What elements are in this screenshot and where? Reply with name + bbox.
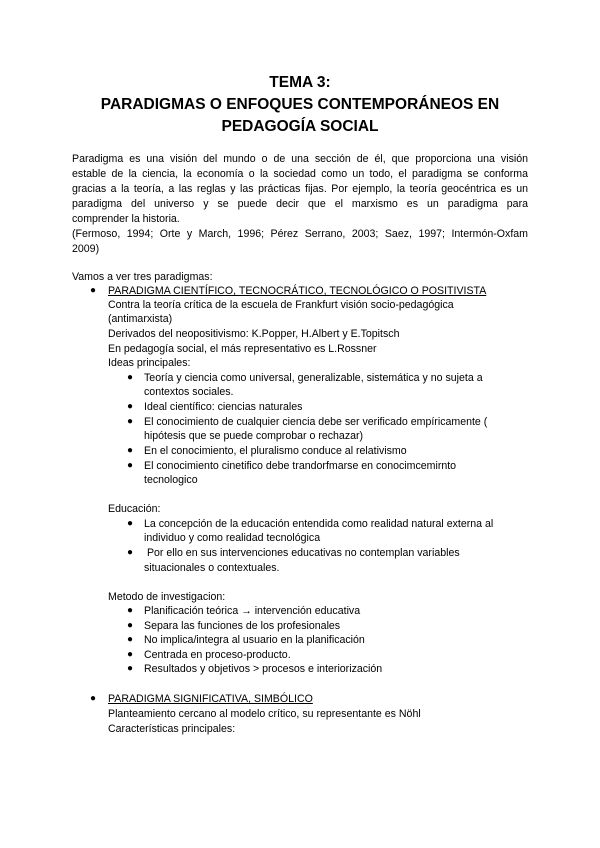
method-item: Planificación teórica → intervención educativa [144, 605, 361, 617]
bullet-icon: ● [127, 634, 134, 645]
document-title-line-2: PARADIGMAS O ENFOQUES CONTEMPORÁNEOS EN [100, 96, 500, 113]
lead-text: Vamos a ver tres paradigmas: [72, 271, 213, 283]
paradigm2-line: Características principales: [108, 723, 236, 735]
education-item: Por ello en sus intervenciones educativas no contemplan variables [144, 547, 460, 559]
idea-item-cont: hipótesis que se puede comprobar o rechazar) [144, 430, 364, 442]
bullet-icon: ● [127, 547, 134, 558]
bullet-icon: ● [127, 416, 134, 427]
education-label: Educación: [108, 503, 161, 515]
citation-line: (Fermoso, 1994; Orte y March, 1996; Pérez Serrano, 2003; Saez, 1997; Intermón-Oxfam [72, 228, 528, 240]
paradigm1-line: Ideas principales: [108, 357, 191, 369]
intro-line: gracias a la teoría, a las reglas y las prácticas fijas. Por ejemplo, la teoría geocéntrica es un [72, 183, 528, 195]
idea-item: En el conocimiento, el pluralismo conduce al relativismo [144, 445, 407, 457]
intro-line: paradigma del universo y se puede decir que el marxismo es un paradigma para [72, 198, 528, 210]
intro-line: estable de la ciencia, la economía o la sociedad como un todo, el paradigma se conforma [72, 168, 528, 180]
paradigm1-line: (antimarxista) [108, 313, 173, 325]
bullet-icon: ● [127, 605, 134, 616]
bullet-icon: ● [90, 693, 97, 704]
method-item: Separa las funciones de los profesionales [144, 620, 341, 632]
idea-item: El conocimiento de cualquier ciencia debe ser verificado empíricamente ( [144, 416, 488, 428]
bullet-icon: ● [127, 649, 134, 660]
intro-line: comprender la historia. [72, 213, 180, 225]
method-item: Centrada en proceso-producto. [144, 649, 291, 661]
idea-item: Teoría y ciencia como universal, generalizable, sistemática y no sujeta a [144, 372, 483, 384]
paradigm1-line: Contra la teoría crítica de la escuela de Frankfurt visión socio-pedagógica [108, 299, 454, 311]
document-title-line-1: TEMA 3: [269, 74, 331, 91]
bullet-icon: ● [127, 372, 134, 383]
bullet-icon: ● [127, 620, 134, 631]
intro-line: Paradigma es una visión del mundo o de una sección de él, que proporciona una visión [72, 153, 528, 165]
bullet-icon: ● [127, 663, 134, 674]
bullet-icon: ● [90, 285, 97, 296]
paradigm1-heading: PARADIGMA CIENTÍFICO, TECNOCRÁTICO, TECNOLÓGICO O POSITIVISTA [108, 285, 487, 297]
idea-item: El conocimiento cinetifico debe trandorfmarse en conocimcemirnto [144, 460, 457, 472]
education-item-cont: individuo y como realidad tecnológica [144, 532, 321, 544]
bullet-icon: ● [127, 445, 134, 456]
bullet-icon: ● [127, 401, 134, 412]
method-item: No implica/integra al usuario en la planificación [144, 634, 365, 646]
document-title-line-3: PEDAGOGÍA SOCIAL [221, 118, 379, 135]
education-item-cont: situacionales o contextuales. [144, 562, 280, 574]
paradigm1-line: Derivados del neopositivismo: K.Popper, H.Albert y E.Topitsch [108, 328, 400, 340]
idea-item: Ideal científico: ciencias naturales [144, 401, 303, 413]
method-item: Resultados y objetivos > procesos e interiorización [144, 663, 383, 675]
idea-item-cont: contextos sociales. [144, 386, 234, 398]
method-label: Metodo de investigacion: [108, 591, 226, 603]
paradigm2-heading: PARADIGMA SIGNIFICATIVA, SIMBÓLICO [108, 693, 313, 705]
citation-line: 2009) [72, 243, 100, 255]
bullet-icon: ● [127, 518, 134, 529]
education-item: La concepción de la educación entendida como realidad natural externa al [144, 518, 494, 530]
paradigm1-line: En pedagogía social, el más representativo es L.Rossner [108, 343, 377, 355]
idea-item-cont: tecnologico [144, 474, 198, 486]
bullet-icon: ● [127, 460, 134, 471]
paradigm2-line: Planteamiento cercano al modelo crítico, su representante es Nöhl [108, 708, 421, 720]
